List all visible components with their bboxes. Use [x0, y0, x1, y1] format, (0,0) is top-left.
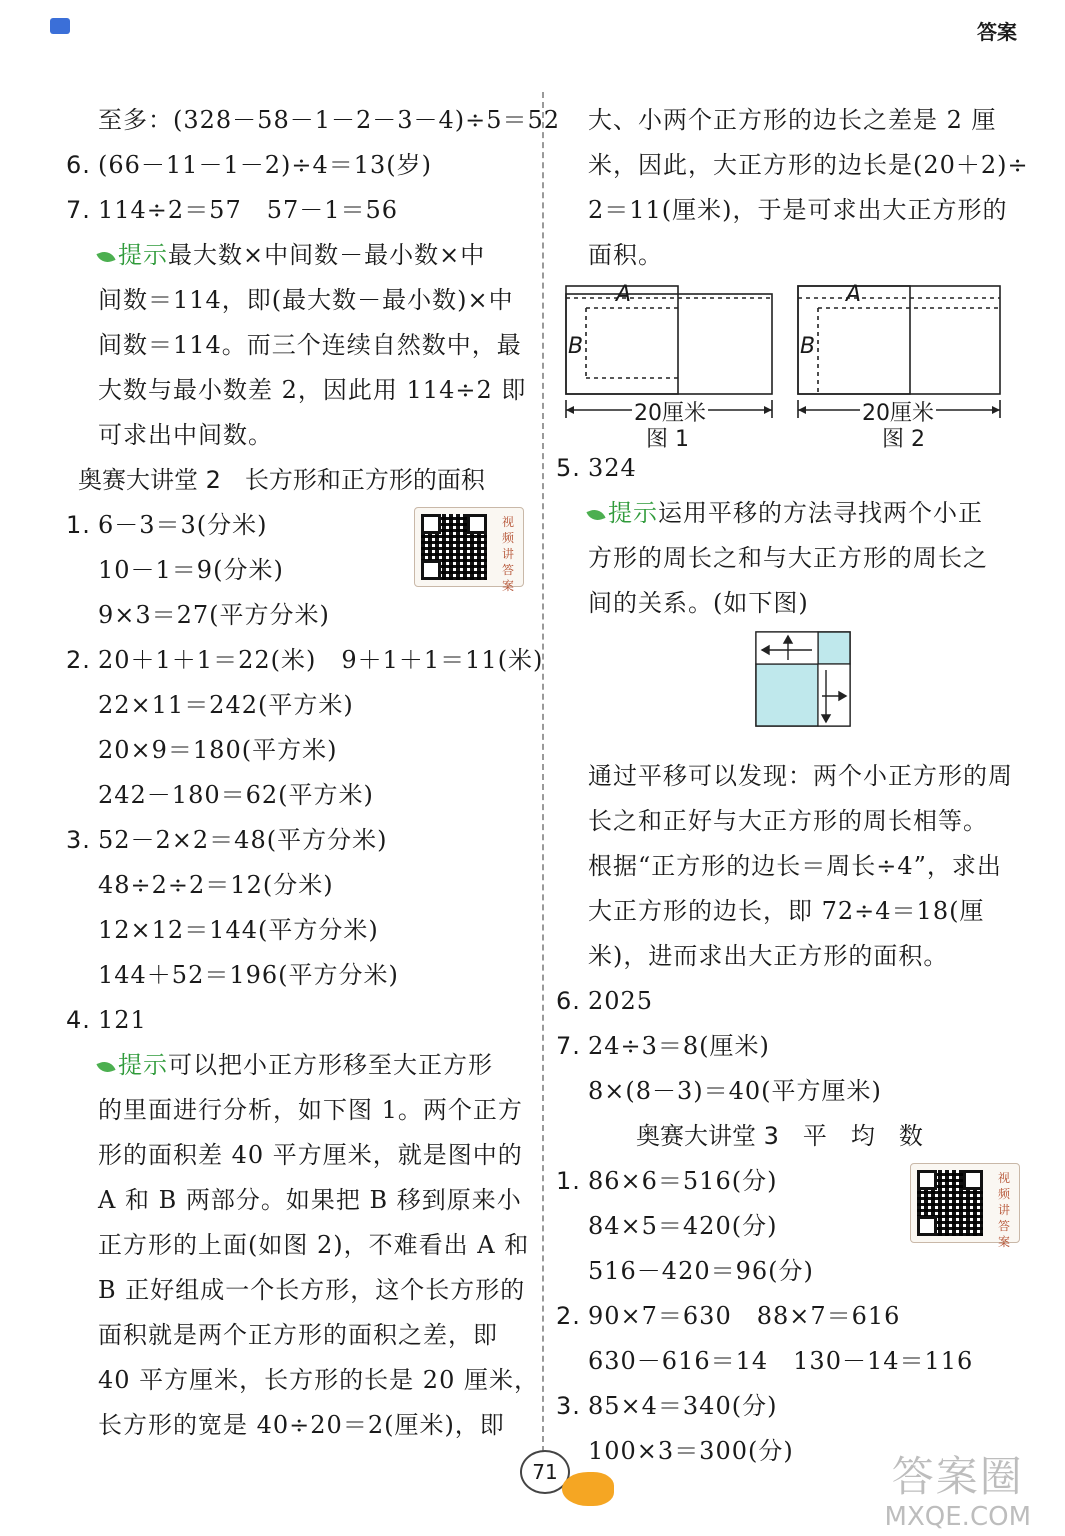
item-number: 5.: [556, 454, 581, 482]
text-line: 324: [588, 454, 637, 482]
text-line: 516－420＝96(分): [588, 1257, 814, 1285]
item-number: 2.: [66, 646, 91, 674]
header-answer-label: 答案: [977, 20, 1017, 44]
column-divider: [542, 92, 544, 1452]
text-line: 运用平移的方法寻找两个小正: [658, 499, 983, 527]
text-line: 间数＝114。而三个连续自然数中，最: [98, 331, 522, 359]
hint-label: 提示: [118, 1051, 168, 1079]
page-number: 71: [520, 1450, 570, 1494]
text-line: 可以把小正方形移至大正方形: [168, 1051, 493, 1079]
text-line: 长之和正好与大正方形的周长相等。: [588, 807, 988, 835]
text-line: 242－180＝62(平方米): [98, 781, 374, 809]
figure-caption-1: 图 1: [646, 427, 689, 452]
right-column: [556, 98, 1034, 1474]
text-line: 20＋1＋1＝22(米) 9＋1＋1＝11(米): [98, 646, 544, 674]
text-line: 面积。: [588, 241, 663, 269]
text-line: 22×11＝242(平方米): [98, 691, 354, 719]
text-line: 630－616＝14 130－14＝116: [588, 1347, 974, 1375]
text-line: (66－11－1－2)÷4＝13(岁): [98, 151, 432, 179]
hint-label: 提示: [118, 241, 168, 269]
text-line: 米)，进而求出大正方形的面积。: [588, 942, 949, 970]
section-heading-2: 奥赛大讲堂 2 长方形和正方形的面积: [78, 466, 485, 494]
text-line: 大、小两个正方形的边长之差是 2 厘: [588, 106, 997, 134]
text-line: 114÷2＝57 57－1＝56: [98, 196, 399, 224]
text-line: 的里面进行分析，如下图 1。两个正方: [98, 1096, 523, 1124]
fish-submarine-icon: [562, 1472, 614, 1506]
text-line: 52－2×2＝48(平方分米): [98, 826, 388, 854]
item-number: 3.: [66, 826, 91, 854]
text-line: 大正方形的边长，即 72÷4＝18(厘: [588, 897, 985, 925]
figure-label-b: B: [568, 334, 584, 359]
square-diagram: [556, 626, 1034, 754]
figure-rectangles: [556, 278, 1034, 452]
item-number: 1.: [556, 1167, 581, 1195]
text-line: 10－1＝9(分米): [98, 556, 284, 584]
qr-caption: 视频讲答案: [997, 1171, 1010, 1249]
hint-leaf-icon: [96, 249, 115, 266]
item-number: 7.: [556, 1032, 581, 1060]
text-line: 形的面积差 40 平方厘米，就是图中的: [98, 1141, 523, 1169]
text-line: 根据“正方形的边长＝周长÷4”，求出: [588, 852, 1002, 880]
hint-leaf-icon: [586, 507, 605, 524]
text-line: 84×5＝420(分): [588, 1212, 778, 1240]
text-line: 2＝11(厘米)，于是可求出大正方形的: [588, 196, 1008, 224]
text-line: 正方形的上面(如图 2)，不难看出 A 和: [98, 1231, 530, 1259]
qr-code-icon[interactable]: [414, 507, 524, 593]
text-line: A 和 B 两部分。如果把 B 移到原来小: [98, 1186, 522, 1214]
text-line: 40 平方厘米，长方形的长是 20 厘米，: [98, 1366, 539, 1394]
qr-caption: 视频讲答案: [501, 515, 514, 593]
text-line: 米，因此，大正方形的边长是(20＋2)÷: [588, 151, 1029, 179]
text-line: 最大数×中间数－最小数×中: [168, 241, 486, 269]
figure-caption-2: 图 2: [882, 427, 925, 452]
text-line: 2025: [588, 987, 654, 1015]
item-number: 2.: [556, 1302, 581, 1330]
item-number: 3.: [556, 1392, 581, 1420]
qr-code-icon[interactable]: [910, 1163, 1020, 1249]
left-column: [66, 98, 561, 1448]
text-line: 面积就是两个正方形的面积之差，即: [98, 1321, 498, 1349]
text-line: 长方形的宽是 40÷20＝2(厘米)，即: [98, 1411, 505, 1439]
text-line: 大数与最小数差 2，因此用 114÷2 即: [98, 376, 527, 404]
text-line: 9×3＝27(平方分米): [98, 601, 330, 629]
watermark-text: 答案圈: [891, 1452, 1024, 1501]
text-line: 方形的周长之和与大正方形的周长之: [588, 544, 988, 572]
item-number: 6.: [66, 151, 91, 179]
watermark: [885, 1452, 1031, 1532]
text-line: 90×7＝630 88×7＝616: [588, 1302, 901, 1330]
text-line: 85×4＝340(分): [588, 1392, 778, 1420]
item-number: 6.: [556, 987, 581, 1015]
dimension-label: 20厘米: [860, 396, 936, 427]
text-line: 6－3＝3(分米): [98, 511, 268, 539]
figure-label-b: B: [800, 334, 816, 359]
hint-leaf-icon: [96, 1059, 115, 1076]
text-line: 12×12＝144(平方分米): [98, 916, 379, 944]
text-line: 48÷2÷2＝12(分米): [98, 871, 334, 899]
text-line: 20×9＝180(平方米): [98, 736, 338, 764]
text-line: 144＋52＝196(平方分米): [98, 961, 399, 989]
section-heading-3: 奥赛大讲堂 3 平 均 数: [636, 1122, 923, 1150]
dimension-label: 20厘米: [632, 396, 708, 427]
text-line: 至多：(328－58－1－2－3－4)÷5＝52: [98, 106, 561, 134]
text-line: 通过平移可以发现：两个小正方形的周: [588, 762, 1013, 790]
text-line: 100×3＝300(分): [588, 1437, 794, 1465]
text-line: 可求出中间数。: [98, 421, 273, 449]
text-line: 间的关系。(如下图): [588, 589, 809, 617]
text-line: 8×(8－3)＝40(平方厘米): [588, 1077, 882, 1105]
text-line: 间数＝114，即(最大数－最小数)×中: [98, 286, 514, 314]
text-line: 86×6＝516(分): [588, 1167, 778, 1195]
square-svg: [556, 626, 1034, 754]
item-number: 1.: [66, 511, 91, 539]
hint-label: 提示: [608, 499, 658, 527]
figure-label-a: A: [846, 282, 862, 307]
text-line: 121: [98, 1006, 147, 1034]
text-line: B 正好组成一个长方形，这个长方形的: [98, 1276, 526, 1304]
book-icon: [50, 18, 70, 34]
figure-label-a: A: [616, 282, 632, 307]
item-number: 7.: [66, 196, 91, 224]
watermark-url: MXQE.COM: [884, 1502, 1031, 1532]
text-line: 24÷3＝8(厘米): [588, 1032, 770, 1060]
item-number: 4.: [66, 1006, 91, 1034]
